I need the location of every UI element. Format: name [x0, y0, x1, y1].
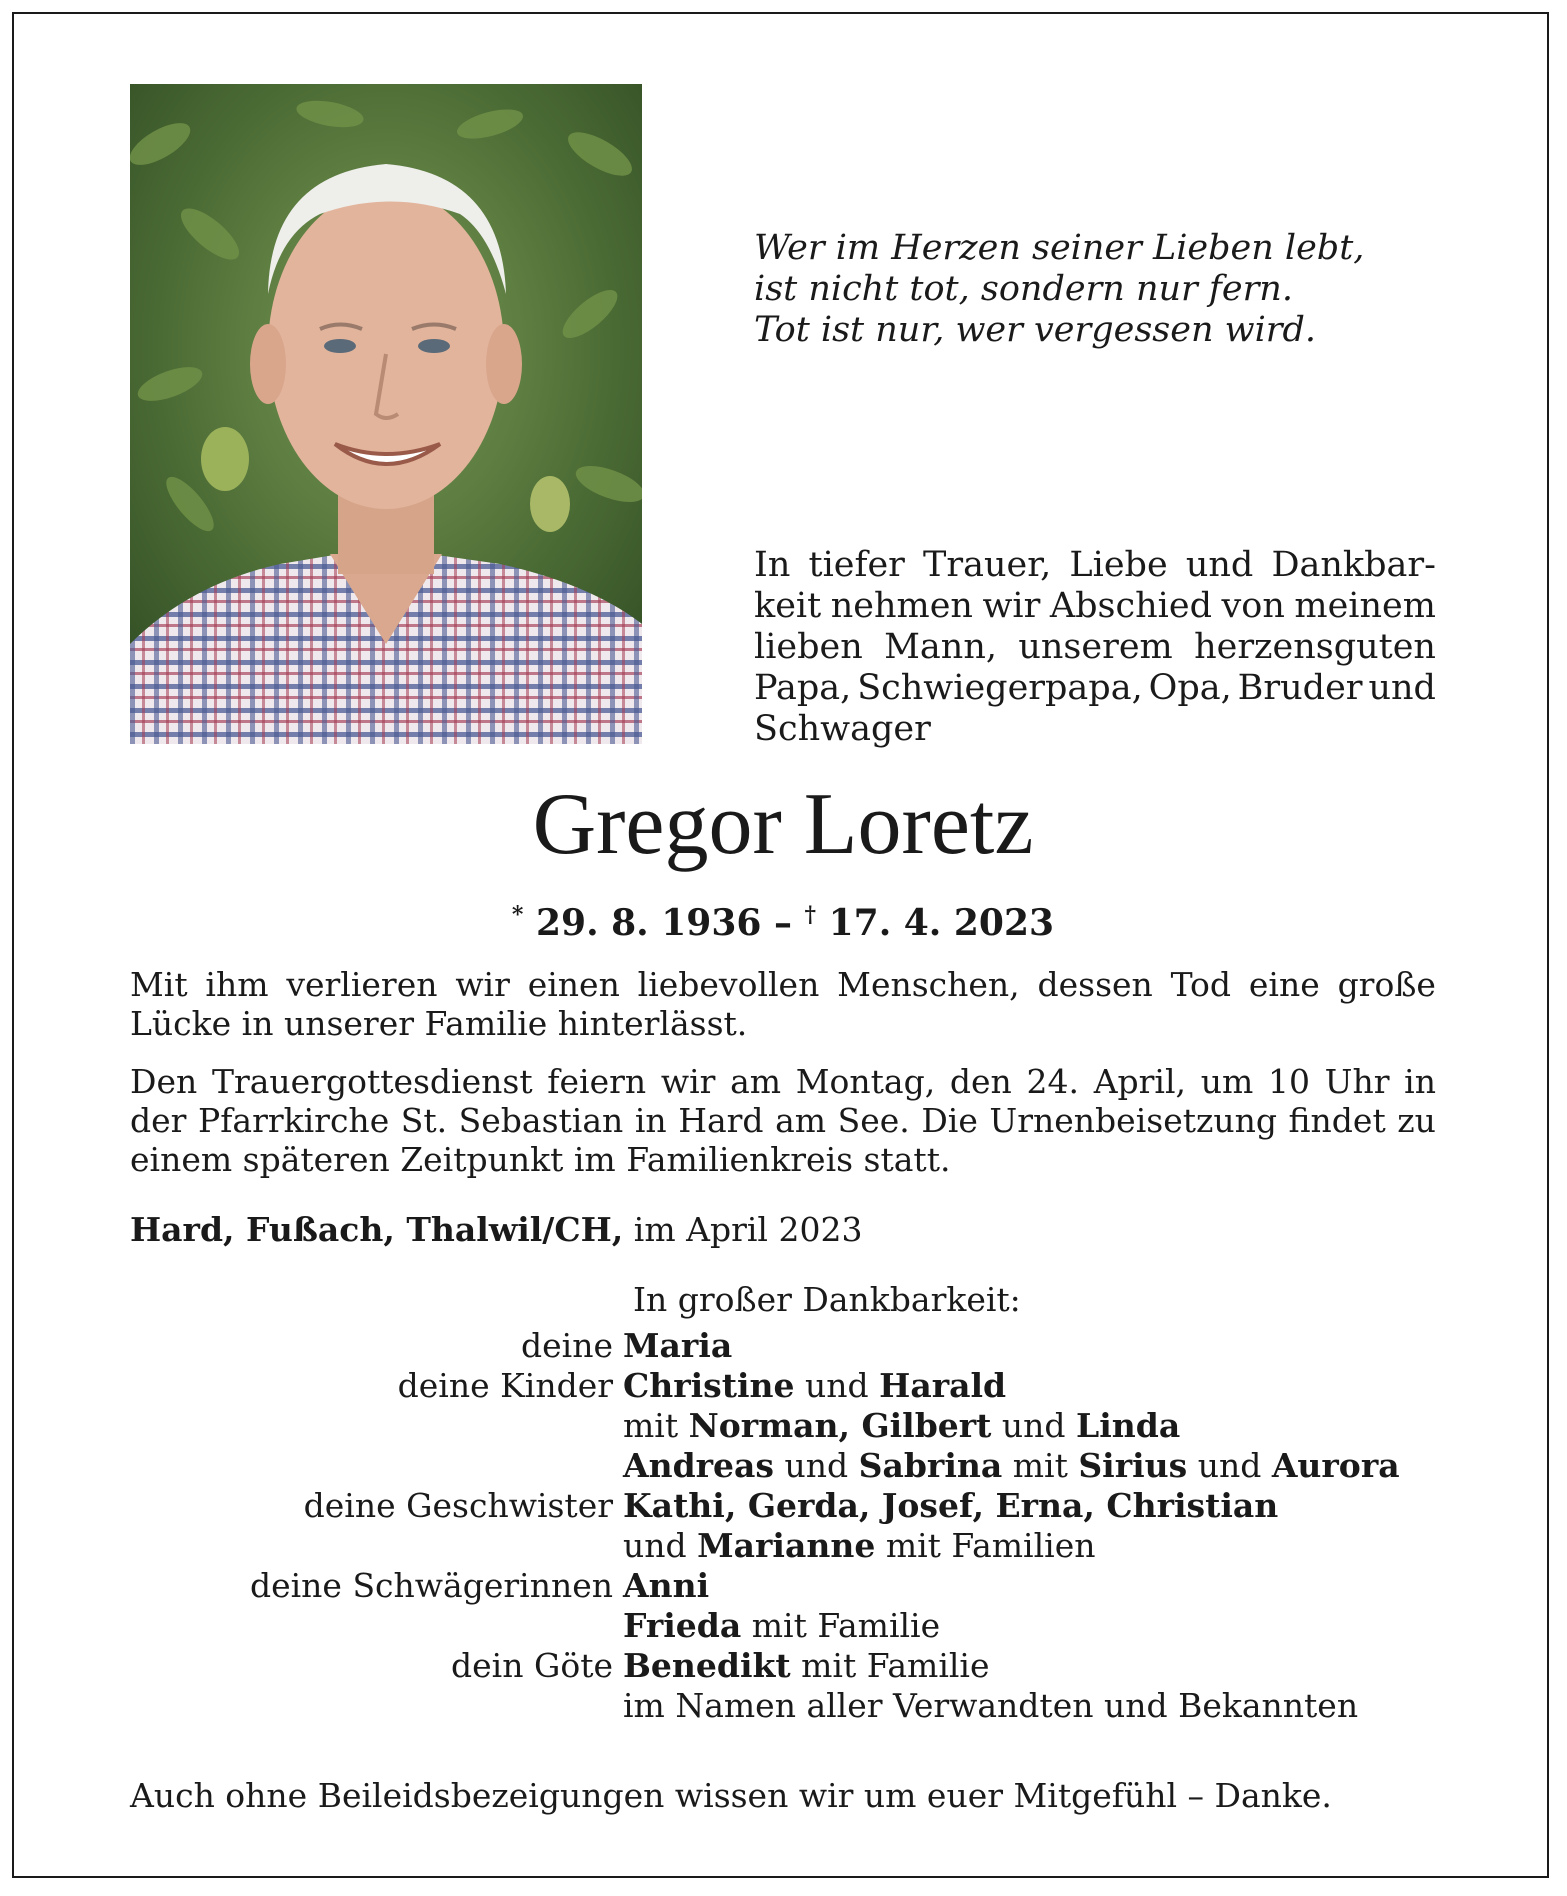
memorial-quote	[754, 228, 1454, 351]
mourner-names	[623, 1686, 1470, 1726]
word: keit	[754, 586, 822, 626]
text-line: einem späteren Zeitpunkt im Familienkreis statt.	[130, 1140, 951, 1179]
word: in	[1404, 1062, 1436, 1101]
mourner-name: Maria	[623, 1326, 733, 1365]
word: herzensguten	[1194, 627, 1436, 667]
word: findet	[1288, 1101, 1386, 1140]
intro-line	[754, 586, 1436, 627]
birth-date: 29. 8. 1936	[535, 902, 762, 944]
word: von	[1221, 586, 1285, 626]
word: See.	[837, 1101, 910, 1140]
mourner-names	[623, 1566, 1470, 1606]
word: dessen	[1037, 965, 1153, 1004]
word: zu	[1397, 1101, 1436, 1140]
word: 10	[1267, 1062, 1310, 1101]
word: Dankbar-	[1271, 545, 1436, 585]
connector-text: mit	[1002, 1446, 1079, 1485]
word: meinem	[1294, 586, 1436, 626]
connector-text: mit Familie	[741, 1606, 941, 1645]
connector-text: und	[1187, 1446, 1272, 1485]
connector-text: und	[794, 1366, 880, 1405]
word: unserem	[1018, 627, 1173, 667]
word: Schwager	[754, 709, 931, 749]
mourner-name: Norman, Gilbert	[688, 1406, 992, 1445]
text-line	[130, 1062, 1436, 1101]
mourner-names	[623, 1526, 1470, 1566]
relation-label: deine Kinder	[397, 1366, 613, 1405]
relation-label: dein Göte	[451, 1646, 613, 1685]
mourner-row	[130, 1326, 1470, 1366]
word: In	[754, 545, 791, 585]
closing-line: Auch ohne Beileidsbezeigungen wissen wir um euer Mitgefühl – Danke.	[130, 1776, 1332, 1815]
word: Mit	[130, 965, 188, 1004]
connector-text: und	[774, 1446, 859, 1485]
word: Papa,	[754, 668, 852, 708]
word: 24.	[1026, 1062, 1079, 1101]
birth-symbol: *	[511, 902, 524, 928]
mourner-names	[623, 1646, 1470, 1686]
word: St.	[400, 1101, 448, 1140]
word: eine	[1248, 965, 1320, 1004]
word: Pfarrkirche	[197, 1101, 390, 1140]
towns: Hard, Fußach, Thalwil/CH,	[130, 1210, 624, 1249]
mourner-names	[623, 1406, 1470, 1446]
mourner-row	[130, 1606, 1470, 1646]
word: und	[1368, 668, 1436, 708]
relation-label: deine Schwägerinnen	[249, 1566, 613, 1605]
word: einen	[527, 965, 620, 1004]
intro-paragraph	[754, 545, 1436, 750]
quote-line: ist nicht tot, sondern nur fern.	[754, 269, 1293, 309]
mourner-name: Benedikt	[623, 1646, 791, 1685]
word: in	[634, 1101, 667, 1140]
death-symbol: †	[804, 902, 817, 928]
relation-label: deine Geschwister	[303, 1486, 613, 1525]
connector-text: und	[991, 1406, 1077, 1445]
word: der	[130, 1101, 187, 1140]
word: ihm	[205, 965, 269, 1004]
word: wir	[455, 965, 510, 1004]
word: April,	[1093, 1062, 1187, 1101]
mourner-name: Linda	[1076, 1406, 1181, 1445]
text-line	[130, 1101, 1436, 1140]
word: Menschen,	[837, 965, 1020, 1004]
word: tiefer	[808, 545, 905, 585]
mourner-names	[623, 1486, 1470, 1526]
word: Die	[921, 1101, 978, 1140]
intro-line	[754, 709, 1436, 750]
word: Trauer,	[923, 545, 1052, 585]
word: Mann,	[884, 627, 998, 667]
word: nehmen	[830, 586, 973, 626]
connector-text: mit	[623, 1406, 689, 1445]
mourner-name: Marianne	[697, 1526, 876, 1565]
mourners-list	[130, 1326, 1470, 1726]
word: Sebastian	[458, 1101, 624, 1140]
portrait-photo	[130, 84, 642, 744]
word: den	[949, 1062, 1012, 1101]
quote-line: Tot ist nur, wer vergessen wird.	[754, 310, 1317, 350]
mourner-name: Aurora	[1271, 1446, 1400, 1485]
word: lieben	[754, 627, 863, 667]
word: Urnenbeisetzung	[989, 1101, 1277, 1140]
word: Tod	[1170, 965, 1232, 1004]
connector-text: mit Familien	[875, 1526, 1096, 1565]
paragraph-service	[130, 1062, 1436, 1179]
word: Schwiegerpapa,	[857, 668, 1143, 708]
mourner-names	[623, 1326, 1470, 1366]
death-date: 17. 4. 2023	[828, 902, 1055, 944]
word: am	[730, 1062, 782, 1101]
mourner-row	[130, 1366, 1470, 1406]
life-dates	[130, 893, 1436, 945]
word: Opa,	[1148, 668, 1232, 708]
mourner-row	[130, 1686, 1470, 1726]
word: große	[1337, 965, 1436, 1004]
intro-line	[754, 627, 1436, 668]
word: liebevollen	[637, 965, 820, 1004]
word: und	[1185, 545, 1254, 585]
mourner-names	[623, 1366, 1470, 1406]
word: Montag,	[795, 1062, 936, 1101]
word: wir	[660, 1062, 716, 1101]
word: Trauergottesdienst	[211, 1062, 533, 1101]
mourner-row	[130, 1526, 1470, 1566]
relation-label	[130, 1526, 623, 1566]
mourner-row	[130, 1486, 1470, 1526]
mourner-name: Sabrina	[858, 1446, 1003, 1485]
connector-text: im Namen aller Verwandten und Bekannten	[623, 1686, 1359, 1725]
word: Hard	[678, 1101, 764, 1140]
relation-label: deine	[521, 1326, 613, 1365]
relation-label	[130, 1446, 623, 1486]
text-line: Lücke in unserer Familie hinterlässt.	[130, 1004, 748, 1043]
mourner-name: Harald	[879, 1366, 1007, 1405]
word: Liebe	[1069, 545, 1168, 585]
month-year: im April 2023	[623, 1210, 863, 1249]
relation-label	[130, 1686, 623, 1726]
mourner-name: Sirius	[1078, 1446, 1188, 1485]
date-separator: –	[761, 902, 805, 944]
word: am	[775, 1101, 827, 1140]
word: Den	[130, 1062, 198, 1101]
mourner-row	[130, 1446, 1470, 1486]
mourner-names	[623, 1446, 1470, 1486]
place-and-date	[130, 1210, 862, 1249]
paragraph-tribute	[130, 965, 1436, 1043]
deceased-name: Gregor Loretz	[532, 776, 1034, 873]
mourner-name: Frieda	[623, 1606, 742, 1645]
word: verlieren	[286, 965, 438, 1004]
mourner-name: Andreas	[623, 1446, 775, 1485]
mourner-row	[130, 1646, 1470, 1686]
thanks-heading: In großer Dankbarkeit:	[633, 1280, 1021, 1319]
word: Bruder	[1237, 668, 1363, 708]
word: feiern	[547, 1062, 647, 1101]
relation-label	[130, 1406, 623, 1446]
mourner-name: Kathi, Gerda, Josef, Erna, Christian	[623, 1486, 1279, 1525]
word: um	[1200, 1062, 1254, 1101]
relation-label	[130, 1606, 623, 1646]
connector-text: mit Familie	[790, 1646, 990, 1685]
word: wir	[982, 586, 1041, 626]
mourner-name: Anni	[623, 1566, 710, 1605]
mourner-row	[130, 1406, 1470, 1446]
mourner-name: Christine	[623, 1366, 795, 1405]
intro-line	[754, 668, 1436, 709]
intro-line	[754, 545, 1436, 586]
mourner-names	[623, 1606, 1470, 1646]
text-line	[130, 965, 1436, 1004]
word: Abschied	[1049, 586, 1212, 626]
connector-text: und	[623, 1526, 698, 1565]
mourner-row	[130, 1566, 1470, 1606]
quote-line: Wer im Herzen seiner Lieben lebt,	[754, 228, 1365, 268]
word: Uhr	[1324, 1062, 1390, 1101]
